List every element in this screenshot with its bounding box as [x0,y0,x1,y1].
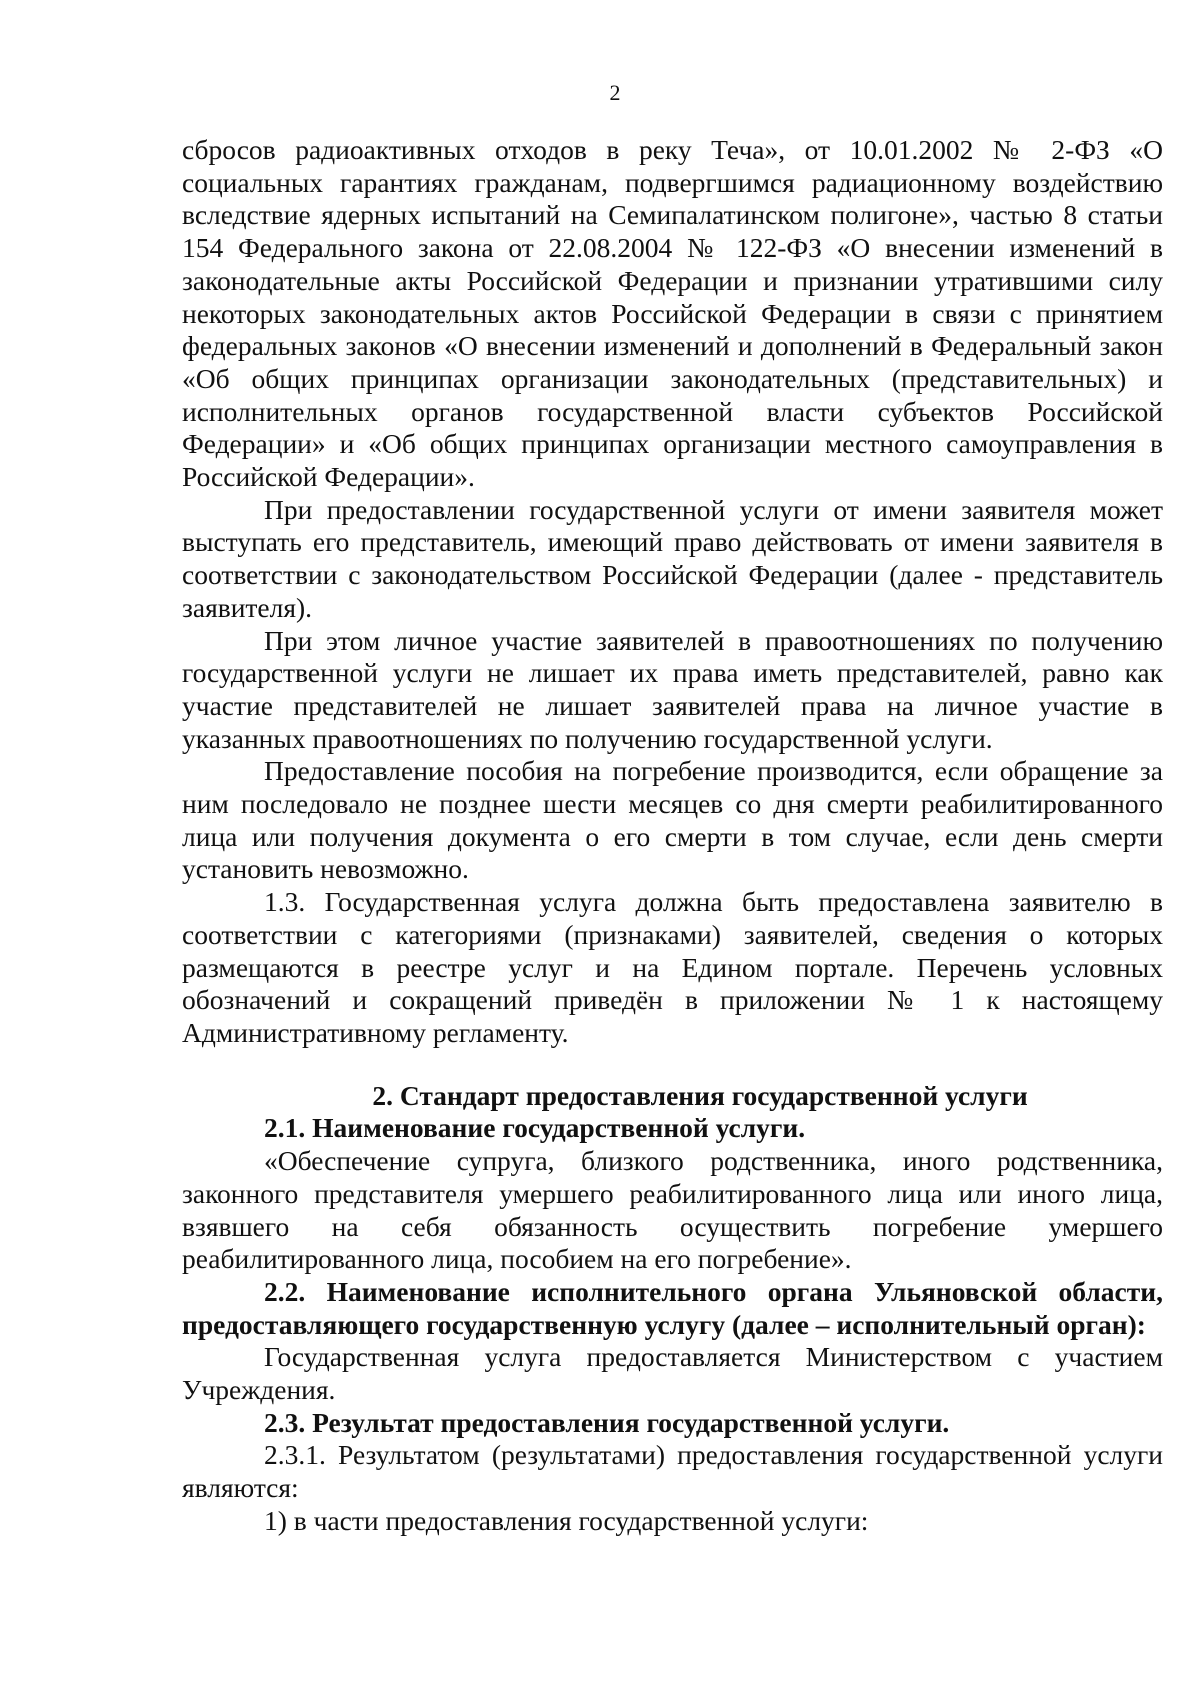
paragraph-burial-allowance-deadline: Предоставление пособия на погребение производится, если обращение за ним последовало не позднее шести месяцев со дня смерти реабилитированного лица или получения документа о его смерти в том случае, если день смерти установить невозможно. [182,755,1163,885]
section-spacer [182,1050,1163,1080]
subsection-2-3-heading: 2.3. Результат предоставления государственной услуги. [264,1406,950,1438]
subsection-2-2-heading: 2.2. Наименование исполнительного органа Ульяновской области, предоставляющего государственную услугу (далее – исполнительный орган): [182,1275,1163,1340]
list-item-2-3-1-1: 1) в части предоставления государственной услуги: [264,1504,869,1536]
paragraph-2-2-provider: Государственная услуга предоставляется Министерством с участием Учреждения. [182,1341,1163,1406]
paragraph-2-1-service-name: «Обеспечение супруга, близкого родственника, иного родственника, законного представителя умершего реабилитированного лица или иного лица, взявшего на себя обязанность осуществить погребение умершего реабилитированного лица, пособием на его погребение». [182,1145,1163,1275]
paragraph-1-3: 1.3. Государственная услуга должна быть предоставлена заявителю в соответствии с категориями (признаками) заявителей, сведения о которых размещаются в реестре услуг и на Едином портале. Перечень условных обозначений и сокращений приведён в приложении № 1 к настоящему Административному регламенту. [182,886,1163,1048]
page-number: 2 [609,80,621,105]
paragraph-legal-references: сбросов радиоактивных отходов в реку Теча», от 10.01.2002 № 2-ФЗ «О социальных гарантиях гражданам, подвергшимся радиационному воздействию вследствие ядерных испытаний на Семипалатинском полигоне», частью 8 статьи 154 Федерального закона от 22.08.2004 № 122-ФЗ «О внесении изменений в законодательные акты Российской Федерации и признании утратившими силу некоторых законодательных актов Российской Федерации в связи с принятием федеральных законов «О внесении изменений и дополнений в Федеральный закон «Об общих принципах организации законодательных (представительных) и исполнительных органов государственной власти субъектов Российской Федерации» и «Об общих принципах организации местного самоуправления в Российской Федерации». [182,134,1163,493]
paragraph-2-3-1: 2.3.1. Результатом (результатами) предоставления государственной услуги являются: [182,1439,1163,1504]
paragraph-personal-participation: При этом личное участие заявителей в правоотношениях по получению государственной услуги не лишает их права иметь представителей, равно как участие представителей не лишает заявителей права на личное участие в указанных правоотношениях по получению государственной услуги. [182,624,1163,754]
subsection-2-1-heading: 2.1. Наименование государственной услуги. [264,1112,806,1144]
paragraph-applicant-representative: При предоставлении государственной услуги от имени заявителя может выступать его представитель, имеющий право действовать от имени заявителя в соответствии с законодательством Российской Федерации (далее - представитель заявителя). [182,493,1163,623]
document-body [182,134,1163,1538]
section-2-heading: 2. Стандарт предоставления государственной услуги [372,1079,1028,1111]
